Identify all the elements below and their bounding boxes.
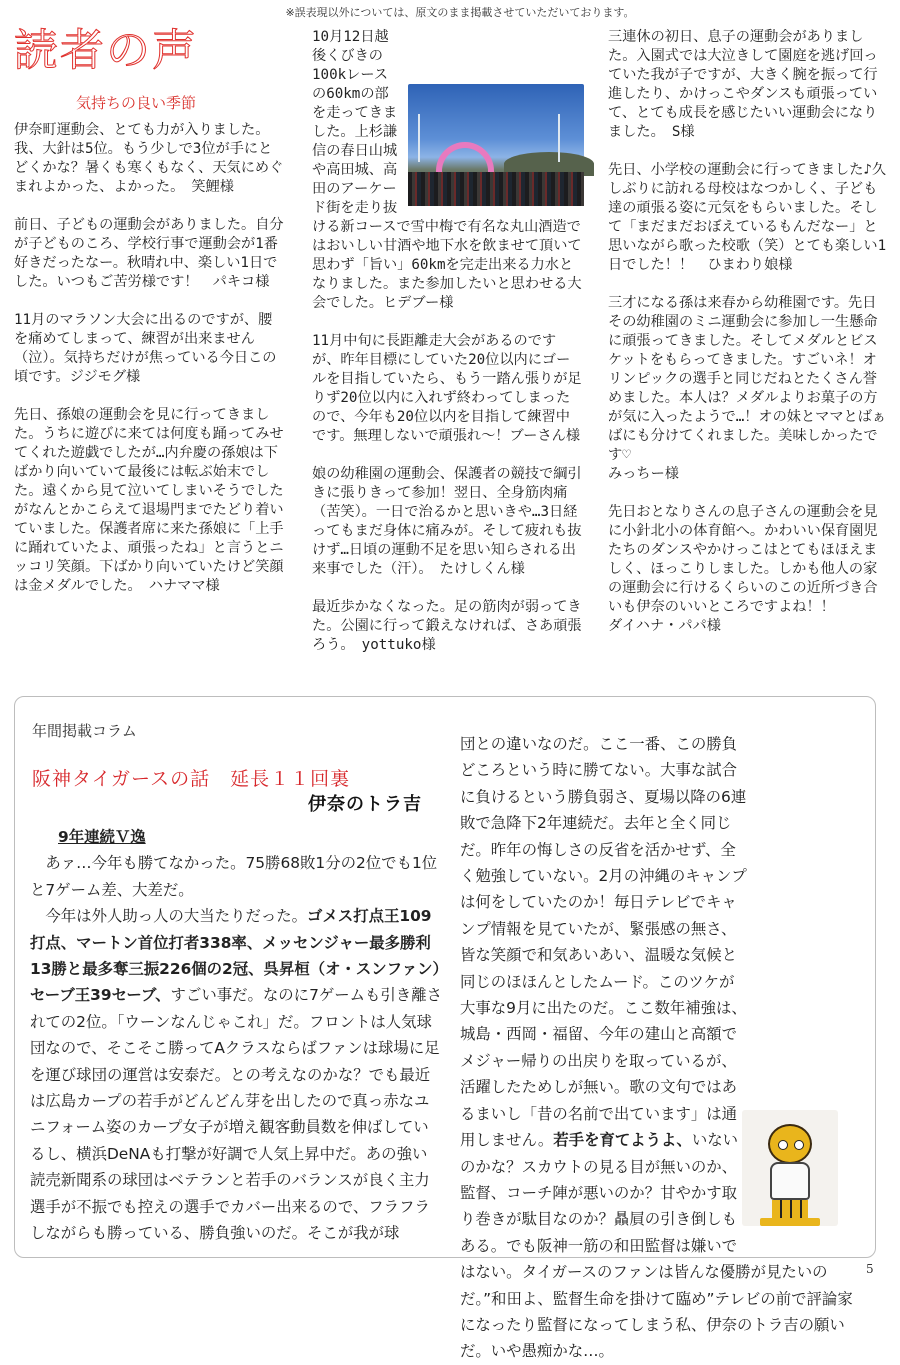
column-title: 阪神タイガースの話 延長１１回裏 <box>32 768 351 790</box>
column-text-left <box>30 824 442 1247</box>
page-number: 5 <box>866 1262 874 1276</box>
reader-letter: 三才になる孫は来春から幼稚園です。先日その幼稚園のミニ運動会に参加し一生懸命に頑張ってきました。そしてメダルとビスケットをもらってきました。すごいネ！オリンピックの選手と同じだねとたくさん誉めました。本人は？メダルよりお菓子の方が気に入ったようで…！オの妹とママとばぁばにも分けてくれました。美味しかったです♡ みっちー様 <box>608 295 887 482</box>
reader-letter: 11月のマラソン大会に出るのですが、腰を痛めてしまって、練習が出来ません（泣）。気持ちだけが焦っている今日この頃です。ジジモグ様 <box>14 312 277 385</box>
readers-column-1 <box>14 25 286 615</box>
readers-voice-title: 読者の声 <box>14 25 198 76</box>
reprint-notice: ※誤表現以外については、原文のまま掲載させていただいております。 <box>285 6 635 19</box>
marathon-photo <box>408 84 584 206</box>
reader-letter: 最近歩かなくなった。足の筋肉が弱ってきた。公園に行って鍛えなければ、さあ頑張ろう。 yottuko様 <box>312 599 582 653</box>
reader-letter: 伊奈町運動会、とても力が入りました。我、大針は5位。もう少しで3位が手にとどくかな？暑くも寒くもなく、天気にめぐまれよかった、よかった。 笑鯉様 <box>14 122 284 195</box>
column-label: 年間掲載コラム <box>32 722 137 740</box>
reader-letter: 娘の幼稚園の運動会、保護者の競技で綱引きに張りきって参加！翌日、全身筋肉痛（苦笑）。一日で治るかと思いきや…3日経ってもまだ身体に痛みが。そして疲れも抜けず…日頃の運動不足を思い知らされる出来事でした（汗）。 たけしくん様 <box>312 466 582 577</box>
readers-column-3 <box>608 28 888 655</box>
reader-letter: 前日、子どもの運動会がありました。自分が子どものころ、学校行事で運動会が1番好きだったなー。秋晴れ中、楽しい1日でした。いつもご苦労様です！ パキコ様 <box>14 217 284 290</box>
column-paragraph: 団との違いなのだ。ここ一番、この勝負どころという時に勝てない。大事な試合に負けるという勝負弱さ、夏場以降の6連敗で急降下2年連続だ。去年と全く同じだ。昨年の悔しさの反省を活かせず、全く勉強していない。2月の沖縄のキャンプは何をしていたのか！毎日テレビでキャンプ情報を見ていたが、緊張感の無さ、皆な笑顔で和気あいあい、温暖な気候と同じのほほんとしたムード。このツケが大事な9月に出たのだ。ここ数年補強は、城島・西岡・福留、今年の建山と高額でメジャー帰りの出戻りを取っているが、活躍したためしが無い。歌の文句ではあるまいし「昔の名前で出ています」は通用しません。若手を育てようよ、いないのかな？スカウトの見る目が無いのか、監督、コーチ陣が悪いのか？甘やかす取り巻きが駄目なのか？贔屓の引き倒しもある。でも阪神一筋の和田監督は嫌いではない。タイガースのファンは皆んな優勝が見たいのだ。”和田よ、監督生命を掛けて臨め”テレビの前で評論家になったり監督になってしまう私、伊奈のトラ吉の願いだ。いや愚痴かな…。 <box>460 735 853 1361</box>
column-paragraph: 今年は外人助っ人の大当たりだった。ゴメス打点王109打点、マートン首位打者338率、メッセンジャー最多勝利13勝と最多奪三振226個の2冠、呉昇桓（オ・スンファン）セーブ王39セーブ、すごい事だ。なのに7ゲームも引き離されての2位。「ウーンなんじゃこれ」だ。フロントは人気球団なので、そこそこ勝ってAクラスならばファンは球場に足を運び球団の運営は安泰だ。との考えなのかな？でも最近は広島カープの若手がどんどん芽を出したので真っ赤なユニフォーム姿のカープ女子が増え観客動員数を伸ばしているし、横浜DeNAも打撃が好調で人気上昇中だ。あの強い読売新聞系の球団はベテランと若手のバランスが良く主力選手が不振でも控えの選手でカバー出来るので、フラフラしながらも勝っている、勝負強いのだ。そこが我が球 <box>30 907 442 1243</box>
column-paragraph: あァ…今年も勝てなかった。75勝68敗1分の2位でも1位と7ゲーム差、大差だ。 <box>30 854 438 899</box>
column-subhead: 9年連続Ｖ逸 <box>58 828 146 846</box>
reader-letter: 10月12日越後くびきの100kレースの60kmの部を走ってきました。上杉謙信の春日山城や高田城、高田のアーケード街を走り抜ける新コースで雪中梅で有名な丸山酒造ではおいしい甘酒や地下水を飲ませて頂いて思わず「旨い」60kmを完走出来る力水となりました。また参加したいと思わせる大会でした。ヒデブー様 <box>312 29 582 311</box>
tiger-mascot-photo <box>742 1110 838 1226</box>
readers-column-2 <box>312 28 584 674</box>
column-byline: 伊奈のトラ吉 <box>308 794 422 815</box>
reader-letter: 先日おとなりさんの息子さんの運動会を見に小針北小の体育館へ。かわいい保育園児たちのダンスやかけっこはとてもほほえましく、ほっこりしました。しかも他人の家の運動会に行けるくらいのこの近所づき合いも伊奈のいいところですよね！！ ダイハナ・パパ様 <box>608 504 878 634</box>
reader-letter: 三連休の初日、息子の運動会がありました。入園式では大泣きして園庭を逃げ回っていた我が子ですが、大きく腕を振って行進したり、かけっこやダンスも頑張っていて、とても成長を感じたいい運動会になりました。 S様 <box>608 29 878 140</box>
reader-letter: 11月中旬に長距離走大会があるのですが、昨年目標にしていた20位以内にゴールを目指していたら、もう一踏ん張りが足りず20位以内に入れず終わってしまったので、今年も20位以内を目指して練習中です。無理しないで頑張れ〜！ブーさん様 <box>312 333 582 444</box>
reader-letter: 先日、孫娘の運動会を見に行ってきました。うちに遊びに来ては何度も踊ってみせてくれた遊戯でしたが…内弁慶の孫娘は下ばかり向いていて最後には転ぶ始末でした。遠くから見て泣いてしまいそうでしたがなんとかこらえて退場門までたどり着いていました。保護者席に来た孫娘に「上手に踊れていたよ、頑張ったね」と言うとニッコリ笑顔。下ばかり向いていたけど笑顔は金メダルでした。 ハナママ様 <box>14 407 284 594</box>
readers-voice-subtitle: 気持ちの良い季節 <box>76 94 197 112</box>
column-text-right <box>460 731 860 1365</box>
reader-letter: 先日、小学校の運動会に行ってきました♪久しぶりに訪れる母校はなつかしく、子ども達の頑張る姿に元気をもらいました。そして「まだまだおぼえているもんだなー」と思いながら歌った校歌（笑）とても楽しい1日でした！！ ひまわり娘様 <box>608 162 887 273</box>
